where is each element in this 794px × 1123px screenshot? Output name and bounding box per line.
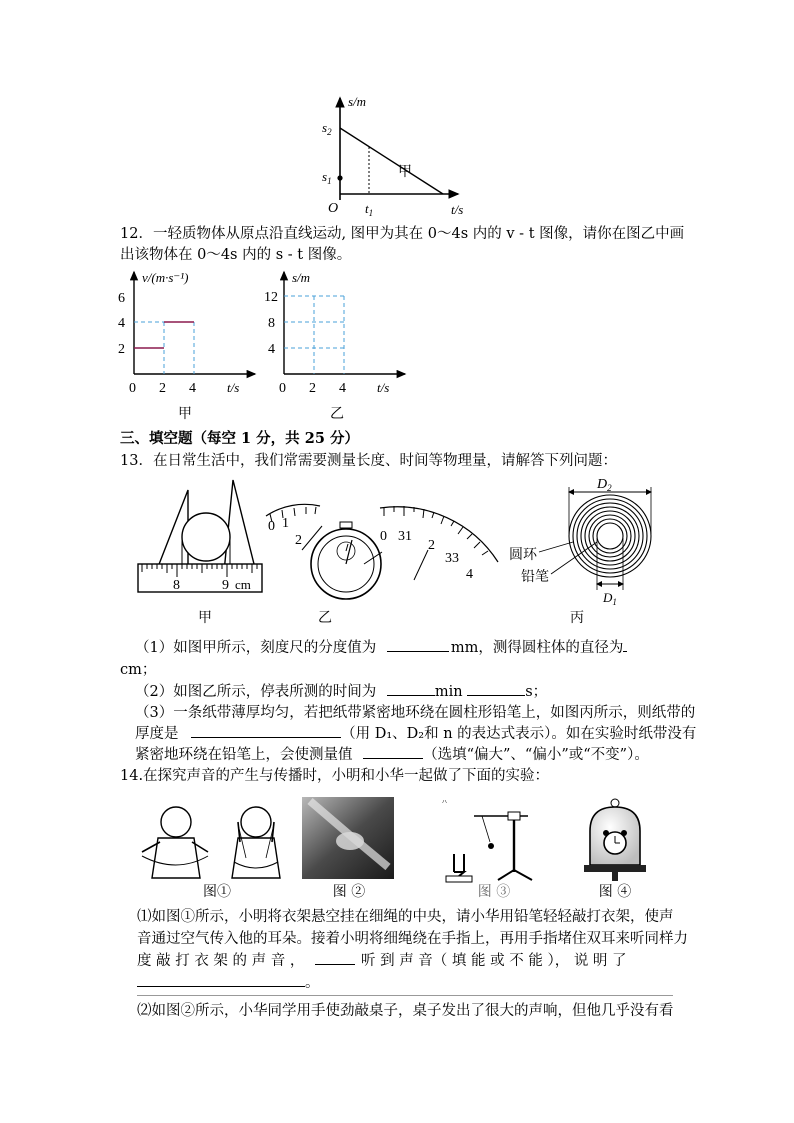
origin-label: O: [328, 201, 339, 216]
cylinder: [182, 513, 230, 561]
vt-caption: 甲: [178, 406, 192, 422]
st-ytick-4: 4: [268, 342, 275, 357]
st-xtick-2: 2: [309, 381, 316, 396]
q12-line1: 12．一轻质物体从原点沿直线运动, 图甲为其在 0～4s 内的 v - t 图像，请你在图乙中画: [120, 226, 685, 242]
top-st-graph: [318, 92, 468, 220]
d2-label: D: [597, 477, 608, 492]
svg-text:D1: [602, 590, 617, 607]
s2-t-line: [340, 128, 443, 194]
label-pencil: 铅笔: [521, 570, 549, 585]
q14-blank-1[interactable]: [315, 950, 355, 965]
q13-p2-text-b: min: [434, 684, 463, 700]
svg-text:˄: ˄: [442, 800, 448, 806]
q13-p3-text-c: （用 D₁、D₂和 n 的表达式表示）。如在实验时纸带没有: [341, 726, 697, 742]
q13-p2-text-a: （2）如图乙所示，停表所测的时间为: [135, 684, 377, 700]
fig-3-caption: 图 ③: [477, 884, 511, 900]
t1-label: t: [365, 201, 369, 216]
st-xtick-4: 4: [339, 381, 346, 396]
q14-blank-2[interactable]: [137, 972, 305, 987]
st-caption: 乙: [330, 406, 344, 422]
q14-p1-row4: [137, 972, 320, 994]
vt-x-label: t/s: [227, 380, 240, 395]
st-ytick-8: 8: [268, 316, 275, 331]
q13-blank-6[interactable]: [363, 744, 423, 759]
st-x-label: t/s: [377, 380, 390, 395]
small-dial-0: 0: [268, 519, 275, 534]
t1-sub: 1: [368, 208, 374, 218]
s2-sub: 2: [327, 127, 332, 137]
fig-bing-caption: 丙: [570, 610, 584, 626]
q13-p2-text-c: s；: [525, 684, 548, 700]
fig-yi-stopwatch: [262, 492, 507, 604]
big-dial-31: 31: [398, 529, 412, 544]
q13-p1-row1: [135, 637, 627, 659]
q14-divider: [137, 995, 673, 996]
ruler-label-9: 9: [222, 578, 229, 593]
s1-dot: [337, 175, 342, 180]
vt-y-label: v/(m·s⁻¹): [142, 270, 189, 285]
vt-xtick-2: 2: [159, 381, 166, 396]
q14-p1-text-e: 。: [305, 975, 320, 991]
q14-p1-row2: 音通过空气传入他的耳朵。接着小明将细绳绕在手指上，再用手指堵住双耳来听同样力: [137, 931, 688, 947]
st-graph-yi: [262, 268, 412, 396]
q13-p3-text-d: 紧密地环绕在铅笔上，会使测量值: [135, 747, 353, 763]
q14-p1-row1: ⑴如图①所示，小明将衣架悬空挂在细绳的中央，请小华用铅笔轻轻敲打衣架，使声: [137, 909, 674, 925]
fig-4-bell-jar: [582, 797, 648, 883]
vt-xtick-4: 4: [189, 381, 196, 396]
q13-p1-row2: cm；: [120, 662, 157, 678]
st-ytick-12: 12: [264, 290, 278, 305]
q14-p1-row3: [137, 950, 627, 972]
big-dial-4: 4: [466, 567, 473, 582]
pencil-core: [597, 523, 623, 549]
s2-label: s: [322, 120, 328, 135]
x-axis-label: t/s: [451, 202, 464, 217]
svg-text:t1: [365, 201, 373, 218]
vt-ytick-4: 4: [118, 316, 125, 331]
s1-label: s: [322, 169, 328, 184]
svg-text:s2: [322, 120, 332, 137]
st-xtick-0: 0: [279, 381, 286, 396]
vt-ytick-6: 6: [118, 291, 125, 306]
ruler-label-cm: cm: [235, 577, 251, 592]
svg-text:D2: [596, 477, 612, 493]
svg-text:s1: [322, 169, 332, 186]
small-dial-1: 1: [282, 516, 289, 531]
q13-p3-row2: [135, 723, 696, 745]
fig-jia-caption: 甲: [198, 610, 212, 626]
q13-blank-2[interactable]: [623, 637, 627, 652]
fig-jia-ruler: [136, 472, 266, 602]
q13-p1-text-b: mm，测得圆柱体的直径为: [450, 640, 624, 656]
q14-p2-row1: ⑵如图②所示，小华同学用手使劲敲桌子，桌子发出了很大的声响，但他几乎没有看: [137, 1003, 674, 1019]
big-dial-0: 0: [380, 529, 387, 544]
vt-xtick-0: 0: [129, 381, 136, 396]
big-dial-2: 2: [428, 538, 435, 553]
fig-2-knock-table: [302, 797, 394, 879]
vt-ytick-2: 2: [118, 342, 125, 357]
st-y-label: s/m: [292, 270, 311, 285]
fig-yi-caption: 乙: [318, 610, 332, 626]
fig-1-caption: 图①: [203, 884, 231, 900]
line-label-jia: 甲: [398, 165, 412, 180]
q13-blank-4[interactable]: [467, 681, 525, 696]
q13-blank-1[interactable]: [387, 637, 449, 652]
section-3-title: 三、填空题（每空 1 分，共 25 分）: [120, 430, 359, 447]
ruler-label-8: 8: [173, 578, 180, 593]
q14-p1-text-c: 度 敲 打 衣 架 的 声 音 ，: [137, 953, 305, 969]
label-ring: 圆环: [509, 548, 537, 563]
q13-blank-3[interactable]: [387, 681, 435, 696]
s1-sub: 1: [327, 176, 332, 186]
q13-p3-row3: [135, 744, 649, 766]
q14-p1-text-d: 听 到 声 音（ 填 能 或 不 能 ）， 说 明 了: [360, 953, 627, 969]
q13-p3-row1: （3）一条纸带薄厚均匀，若把纸带紧密地环绕在圆柱形铅笔上，如图丙所示，则纸带的: [135, 705, 696, 721]
small-dial-2: 2: [295, 533, 302, 548]
vt-graph-jia: [112, 268, 262, 396]
fig-2-caption: 图 ②: [332, 884, 366, 900]
q12-line2: 出该物体在 0～4s 内的 s - t 图像。: [120, 247, 352, 263]
fig-1-hanger-experiment: [138, 800, 300, 882]
q13-p3-text-e: （选填“偏大”、“偏小”或“不变”）。: [423, 747, 649, 763]
q13-stem: 13．在日常生活中，我们常需要测量长度、时间等物理量，请解答下列问题：: [120, 453, 617, 469]
fig-bing-spiral: [505, 472, 660, 622]
q13-p3-text-b: 厚度是: [135, 726, 179, 742]
big-dial-33: 33: [445, 551, 459, 566]
d1-label: D: [603, 590, 613, 605]
y-axis-label: s/m: [348, 94, 367, 109]
q13-blank-5[interactable]: [191, 723, 341, 738]
fig-4-caption: 图 ④: [598, 884, 632, 900]
d1-sub: 1: [612, 597, 617, 607]
fig-3-tuning-fork: [442, 800, 537, 884]
q13-p1-text-a: （1）如图甲所示，刻度尺的分度值为: [135, 640, 377, 656]
q14-stem: 14.在探究声音的产生与传播时，小明和小华一起做了下面的实验：: [120, 768, 550, 784]
q13-p2-row: [135, 681, 547, 703]
d2-sub: 2: [607, 483, 612, 493]
